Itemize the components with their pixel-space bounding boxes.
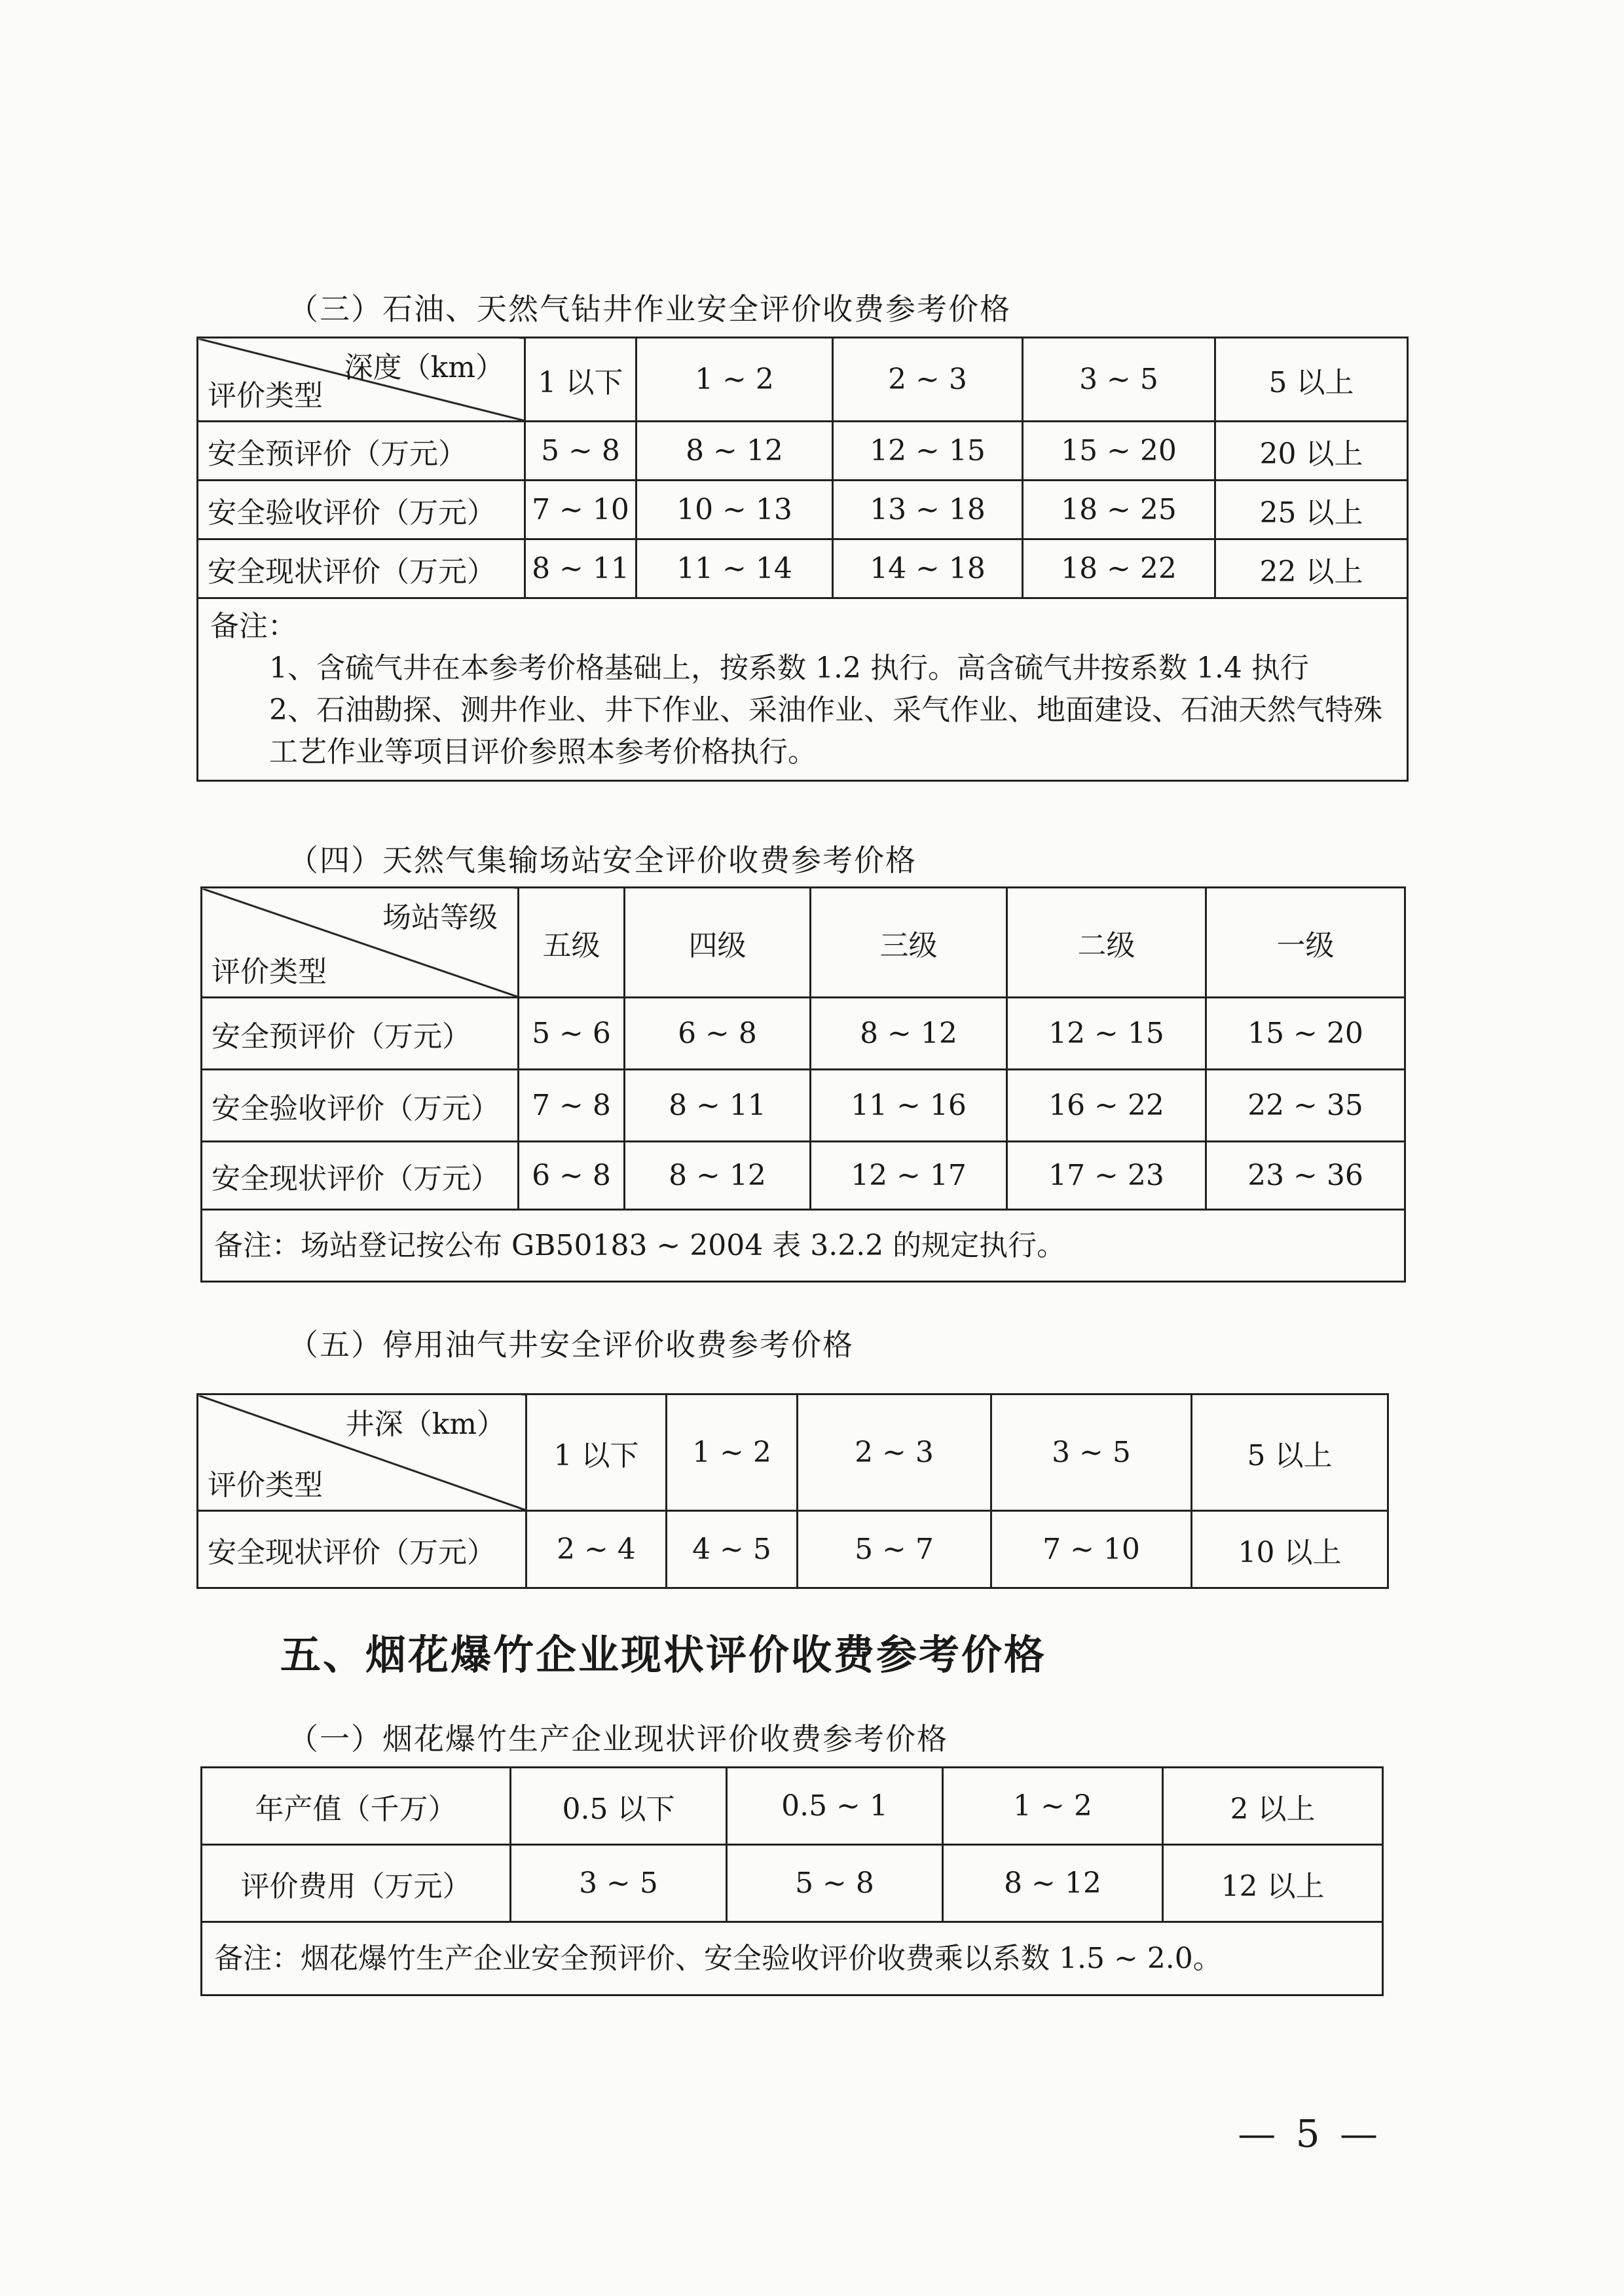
table-cell: 25 以上 — [1215, 481, 1408, 539]
diagonal-header-cell — [198, 338, 525, 422]
table-cell: 8 ~ 12 — [811, 998, 1007, 1070]
table-row — [198, 1511, 1388, 1588]
column-header: 3 ~ 5 — [991, 1394, 1192, 1511]
column-header-caption: 深度（km） — [344, 351, 504, 384]
table-row — [202, 1142, 1405, 1210]
table-cell: 15 ~ 20 — [1023, 422, 1215, 481]
note-item: 1、含硫气井在本参考价格基础上，按系数 1.2 执行。高含硫气井按系数 1.4 执行 — [269, 651, 1309, 685]
diagonal-header-cell — [198, 1394, 526, 1511]
idle-well-price-table — [196, 1393, 1389, 1589]
table-cell: 7 ~ 10 — [525, 481, 637, 539]
table-cell: 14 ~ 18 — [833, 539, 1023, 598]
drilling-price-table — [196, 337, 1409, 782]
table-cell: 10 以上 — [1192, 1511, 1388, 1588]
column-header: 三级 — [811, 888, 1007, 998]
table-row — [202, 1070, 1405, 1142]
table-row — [202, 1768, 1383, 1845]
column-header: 五级 — [519, 888, 625, 998]
page-number: — 5 — — [1238, 2111, 1382, 2156]
table-cell: 8 ~ 12 — [637, 422, 833, 481]
table-cell: 2 以上 — [1163, 1768, 1383, 1845]
table-row — [198, 422, 1408, 481]
table-cell: 10 ~ 13 — [637, 481, 833, 539]
table-cell: 11 ~ 14 — [637, 539, 833, 598]
table-cell: 1 ~ 2 — [943, 1768, 1163, 1845]
row-label: 评价费用（万元） — [202, 1845, 511, 1922]
table-cell: 2 ~ 4 — [526, 1511, 667, 1588]
row-label: 安全验收评价（万元） — [202, 1070, 519, 1142]
note-item: 2、石油勘探、测井作业、井下作业、采油作业、采气作业、地面建设、石油天然气特殊工艺作业等项目评价参照本参考价格执行。 — [269, 693, 1382, 769]
row-label: 安全现状评价（万元） — [198, 539, 525, 598]
row-label: 安全现状评价（万元） — [198, 1511, 526, 1588]
table-cell: 18 ~ 25 — [1023, 481, 1215, 539]
table-cell: 5 ~ 8 — [525, 422, 637, 481]
table-note: 备注：场站登记按公布 GB50183 ~ 2004 表 3.2.2 的规定执行。 — [202, 1210, 1405, 1282]
table-cell: 12 以上 — [1163, 1845, 1383, 1922]
table-cell: 8 ~ 11 — [625, 1070, 811, 1142]
table-cell: 12 ~ 15 — [1007, 998, 1206, 1070]
table-cell: 0.5 以下 — [511, 1768, 727, 1845]
table-cell: 16 ~ 22 — [1007, 1070, 1206, 1142]
column-header: 一级 — [1206, 888, 1405, 998]
table-cell: 13 ~ 18 — [833, 481, 1023, 539]
column-header: 2 ~ 3 — [833, 338, 1023, 422]
table-cell: 18 ~ 22 — [1023, 539, 1215, 598]
row-header-caption: 评价类型 — [212, 955, 327, 989]
column-header: 1 以下 — [526, 1394, 667, 1511]
table-row — [202, 1845, 1383, 1922]
table-cell: 11 ~ 16 — [811, 1070, 1007, 1142]
table-3-title: （三）石油、天然气钻井作业安全评价收费参考价格 — [288, 291, 1011, 327]
table-cell: 4 ~ 5 — [667, 1511, 798, 1588]
column-header: 1 ~ 2 — [667, 1394, 798, 1511]
table-cell: 8 ~ 12 — [943, 1845, 1163, 1922]
table-cell: 8 ~ 11 — [525, 539, 637, 598]
table-cell: 6 ~ 8 — [519, 1142, 625, 1210]
table-cell: 15 ~ 20 — [1206, 998, 1405, 1070]
section-5-title: 五、烟花爆竹企业现状评价收费参考价格 — [280, 1631, 1047, 1679]
table-cell: 20 以上 — [1215, 422, 1408, 481]
table-5-title: （五）停用油气井安全评价收费参考价格 — [288, 1327, 854, 1362]
row-label: 年产值（千万） — [202, 1768, 511, 1845]
column-header: 四级 — [625, 888, 811, 998]
table-cell: 3 ~ 5 — [511, 1845, 727, 1922]
row-label: 安全现状评价（万元） — [202, 1142, 519, 1210]
column-header: 1 以下 — [525, 338, 637, 422]
table-cell: 12 ~ 17 — [811, 1142, 1007, 1210]
fireworks-price-table — [200, 1766, 1384, 1996]
column-header: 5 以上 — [1215, 338, 1408, 422]
column-header: 3 ~ 5 — [1023, 338, 1215, 422]
note-label: 备注： — [210, 610, 297, 643]
table-cell: 7 ~ 10 — [991, 1511, 1192, 1588]
table-cell: 22 ~ 35 — [1206, 1070, 1405, 1142]
row-header-caption: 评价类型 — [208, 1468, 323, 1502]
diagonal-header-cell — [202, 888, 519, 998]
row-label: 安全验收评价（万元） — [198, 481, 525, 539]
column-header: 2 ~ 3 — [798, 1394, 991, 1511]
row-header-caption: 评价类型 — [208, 379, 323, 412]
table-cell: 22 以上 — [1215, 539, 1408, 598]
table-6-title: （一）烟花爆竹生产企业现状评价收费参考价格 — [288, 1721, 948, 1757]
table-row — [198, 481, 1408, 539]
table-4-title: （四）天然气集输场站安全评价收费参考价格 — [288, 843, 917, 878]
table-cell: 5 ~ 6 — [519, 998, 625, 1070]
table-cell: 23 ~ 36 — [1206, 1142, 1405, 1210]
table-cell: 5 ~ 7 — [798, 1511, 991, 1588]
table-cell: 0.5 ~ 1 — [727, 1768, 943, 1845]
table-cell: 17 ~ 23 — [1007, 1142, 1206, 1210]
column-header-caption: 场站等级 — [382, 901, 498, 934]
column-header-caption: 井深（km） — [345, 1408, 506, 1441]
table-note — [198, 598, 1408, 781]
table-row — [198, 539, 1408, 598]
table-note: 备注：烟花爆竹生产企业安全预评价、安全验收评价收费乘以系数 1.5 ~ 2.0。 — [202, 1922, 1383, 1995]
table-cell: 6 ~ 8 — [625, 998, 811, 1070]
gas-station-price-table — [200, 886, 1406, 1283]
row-label: 安全预评价（万元） — [198, 422, 525, 481]
row-label: 安全预评价（万元） — [202, 998, 519, 1070]
table-cell: 5 ~ 8 — [727, 1845, 943, 1922]
column-header: 1 ~ 2 — [637, 338, 833, 422]
column-header: 二级 — [1007, 888, 1206, 998]
table-cell: 7 ~ 8 — [519, 1070, 625, 1142]
table-cell: 12 ~ 15 — [833, 422, 1023, 481]
column-header: 5 以上 — [1192, 1394, 1388, 1511]
table-row — [202, 998, 1405, 1070]
table-cell: 8 ~ 12 — [625, 1142, 811, 1210]
